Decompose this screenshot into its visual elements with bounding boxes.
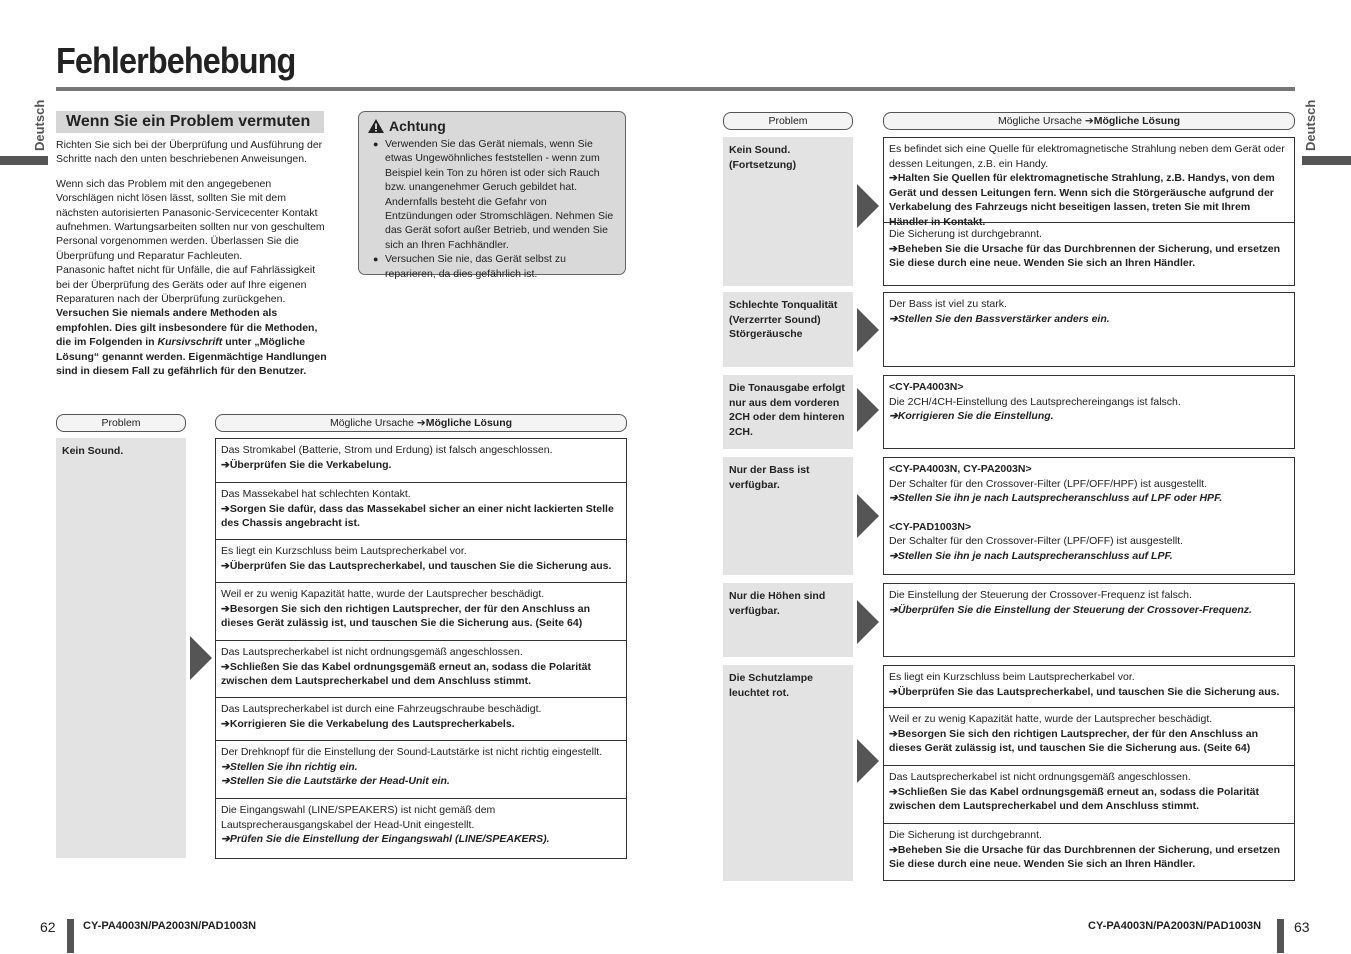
arrow-icon <box>857 388 879 432</box>
solution-list-right <box>883 137 1295 286</box>
solution-row: Es liegt ein Kurzschluss beim Lautsprecherkabel vor. ➔Überprüfen Sie das Lautsprecherkabel, und tauschen Sie die Sicherung aus. <box>216 539 626 582</box>
side-language-label-left: Deutsch <box>32 99 47 151</box>
title-rule <box>56 87 1295 91</box>
header-cause-solution-right: Mögliche Ursache ➔Mögliche Lösung <box>883 112 1295 130</box>
caution-item: ● Versuchen Sie nie, das Gerät selbst zu reparieren, da dies gefährlich ist. <box>377 252 617 281</box>
problem-cell: Die Schutzlampe leuchtet rot. <box>723 665 853 881</box>
solution-row: Das Lautsprecherkabel ist nicht ordnungsgemäß angeschlossen. ➔Schließen Sie das Kabel ordnungsgemäß erneut an, sodass die Polarität zwischen dem Lautsprecherkabel und dem Anschluss stimmt. <box>884 765 1294 823</box>
intro-p1: Richten Sie sich bei der Überprüfung und Ausführung der Schritte nach den unten beschriebenen Anweisungen. <box>56 139 323 166</box>
page-number-right: 63 <box>1294 919 1310 935</box>
arrow-icon <box>857 184 879 228</box>
solution-row: Die Einstellung der Steuerung der Crossover-Frequenz ist falsch. ➔Überprüfen Sie die Einstellung der Steuerung der Crossover-Frequenz. <box>889 589 1252 616</box>
caution-list <box>367 137 617 281</box>
solution-row: Weil er zu wenig Kapazität hatte, wurde der Lautsprecher beschädigt. ➔Besorgen Sie sich den richtigen Lautsprecher, der für den Anschluss an dieses Gerät zulässig ist, und tauschen Sie die Sicherung aus. (Seite 64) <box>216 582 626 640</box>
problem-cell: Nur die Höhen sind verfügbar. <box>723 583 853 657</box>
problem-cell: Kein Sound. <box>56 438 186 858</box>
page-title: Fehlerbehebung <box>56 40 296 81</box>
arrow-icon <box>857 308 879 352</box>
footer-bar-left <box>67 919 74 953</box>
solution-row: Weil er zu wenig Kapazität hatte, wurde der Lautsprecher beschädigt. ➔Besorgen Sie sich den richtigen Lautsprecher, der für den Anschluss an dieses Gerät zulässig ist, und tauschen Sie die Sicherung aus. (Seite 64) <box>884 707 1294 765</box>
solution-row: Das Lautsprecherkabel ist nicht ordnungsgemäß angeschlossen. ➔Schließen Sie das Kabel ordnungsgemäß erneut an, sodass die Polarität zwischen dem Lautsprecherkabel und dem Anschluss stimmt. <box>216 640 626 697</box>
solution-row: Die Sicherung ist durchgebrannt. ➔Beheben Sie die Ursache für das Durchbrennen der Sicherung, und ersetzen Sie diese durch eine neue. Wenden Sie sich an Ihren Händler. <box>884 823 1294 880</box>
solution-row: Das Stromkabel (Batterie, Strom und Erdung) ist falsch angeschlossen. ➔Überprüfen Sie die Verkabelung. <box>221 444 553 471</box>
solution-row: Der Drehknopf für die Einstellung der Sound-Lautstärke ist nicht richtig eingestellt. ➔Stellen Sie ihn richtig ein. ➔Stellen Sie die Lautstärke der Head-Unit ein. <box>216 740 626 798</box>
model-number-right: CY-PA4003N/PA2003N/PAD1003N <box>1088 920 1262 932</box>
page-number-left: 62 <box>40 919 56 935</box>
intro-p4: Versuchen Sie niemals andere Methoden als empfohlen. Dies gilt insbesondere für die Methoden, die im Folgenden in Kursivschrift unter „Mögliche Lösung“ genannt werden. Eigenmächtige Handlungen sind in diesem Fall zu gefährlich für den Benutzer. <box>56 307 327 378</box>
intro-p3: Panasonic haftet nicht für Unfälle, die auf Fahrlässigkeit bei der Überprüfung des Geräts oder auf Ihre eigenen Reparaturen nach der Überprüfung zurückgehen. <box>56 264 316 306</box>
solution-row: Das Massekabel hat schlechten Kontakt. ➔Sorgen Sie dafür, dass das Massekabel sicher an einer nicht lackierten Stelle des Chassis angebracht ist. <box>216 482 626 539</box>
solution-row: Es liegt ein Kurzschluss beim Lautsprecherkabel vor. ➔Überprüfen Sie das Lautsprecherkabel, und tauschen Sie die Sicherung aus. <box>889 671 1280 698</box>
arrow-icon <box>857 600 879 644</box>
caution-item: ● Verwenden Sie das Gerät niemals, wenn Sie etwas Ungewöhnliches feststellen - wenn zum Beispiel kein Ton zu hören ist oder sich Rauch bzw. unangenehmer Geruch gebildet hat. Andernfalls besteht die Gefahr von Entzündungen oder Stromschlägen. Nehmen Sie das Gerät sofort außer Betrieb, und wenden Sie sich an Ihren Fachhändler. <box>377 137 617 252</box>
solution-list-right <box>883 665 1295 881</box>
intro-p2: Wenn sich das Problem mit den angegebenen Vorschlägen nicht lösen lässt, sollten Sie mit dem nächsten autorisierten Panasonic-Servicecenter Kontakt aufnehmen. Wartungsarbeiten sollten nur von geschultem Personal vorgenommen werden. Überlassen Sie die Überprüfung und Reparatur Fachleuten. <box>56 177 325 262</box>
solution-list-right <box>883 292 1295 367</box>
side-language-label-right: Deutsch <box>1303 99 1318 151</box>
caution-heading: Achtung <box>367 118 617 134</box>
solution-row: Es befindet sich eine Quelle für elektromagnetische Strahlung neben dem Gerät oder dessen Leitungen, z.B. ein Handy. ➔Halten Sie Quellen für elektromagnetische Strahlung, z.B. Handys, von dem Gerät und dessen Leitungen fern. Wenn sich die Störgeräusche aufgrund der Verkabelung des Fahrzeugs nicht beseitigen lassen, treten Sie mit Ihrem Händler in Kontakt. <box>889 143 1285 228</box>
arrow-icon <box>857 739 879 783</box>
model-number-left: CY-PA4003N/PA2003N/PAD1003N <box>83 920 257 932</box>
solution-list-left <box>215 438 627 859</box>
header-problem-right: Problem <box>723 112 853 130</box>
problem-cell: Die Tonausgabe erfolgt nur aus dem vorderen 2CH oder dem hinteren 2CH. <box>723 375 853 449</box>
problem-cell: Schlechte Tonqualität (Verzerrter Sound) Störgeräusche <box>723 292 853 367</box>
arrow-icon <box>190 636 212 680</box>
caution-box <box>358 111 626 280</box>
problem-cell: Nur der Bass ist verfügbar. <box>723 457 853 575</box>
solution-list-right <box>883 457 1295 575</box>
solution-row: Die Sicherung ist durchgebrannt. ➔Beheben Sie die Ursache für das Durchbrennen der Sicherung, und ersetzen Sie diese durch eine neue. Wenden Sie sich an Ihren Händler. <box>884 222 1294 285</box>
solution-row: <CY-PA4003N> Die 2CH/4CH-Einstellung des Lautsprechereingangs ist falsch. ➔Korrigieren Sie die Einstellung. <box>889 381 1181 422</box>
solution-list-right <box>883 375 1295 449</box>
solution-row: Die Eingangswahl (LINE/SPEAKERS) ist nicht gemäß dem Lautsprecherausgangskabel der Head-Unit eingestellt. ➔Prüfen Sie die Einstellung der Eingangswahl (LINE/SPEAKERS). <box>216 798 626 858</box>
problem-cell: Kein Sound. (Fortsetzung) <box>723 137 853 286</box>
header-problem-left: Problem <box>56 414 186 432</box>
solution-list-right <box>883 583 1295 657</box>
arrow-icon <box>857 494 879 538</box>
section-heading: Wenn Sie ein Problem vermuten <box>56 111 324 133</box>
solution-row: <CY-PA4003N, CY-PA2003N> Der Schalter für den Crossover-Filter (LPF/OFF/HPF) ist ausgestellt. ➔Stellen Sie ihn je nach Lautsprecheranschluss auf LPF oder HPF. <CY-PAD1003N> Der Schalter für den Crossover-Filter (LPF/OFF) ist ausgestellt. ➔Stellen Sie ihn je nach Lautsprecheranschluss auf LPF. <box>889 463 1223 562</box>
side-tab-left <box>0 156 48 165</box>
header-cause-solution-left: Mögliche Ursache ➔Mögliche Lösung <box>215 414 627 432</box>
solution-row: Der Bass ist viel zu stark. ➔Stellen Sie den Bassverstärker anders ein. <box>889 298 1110 325</box>
solution-row: Das Lautsprecherkabel ist durch eine Fahrzeugschraube beschädigt. ➔Korrigieren Sie die Verkabelung des Lautsprecherkabels. <box>216 697 626 740</box>
warning-icon <box>367 118 385 134</box>
side-tab-right <box>1302 156 1351 165</box>
footer-bar-right <box>1277 919 1284 953</box>
intro-text <box>56 138 331 379</box>
